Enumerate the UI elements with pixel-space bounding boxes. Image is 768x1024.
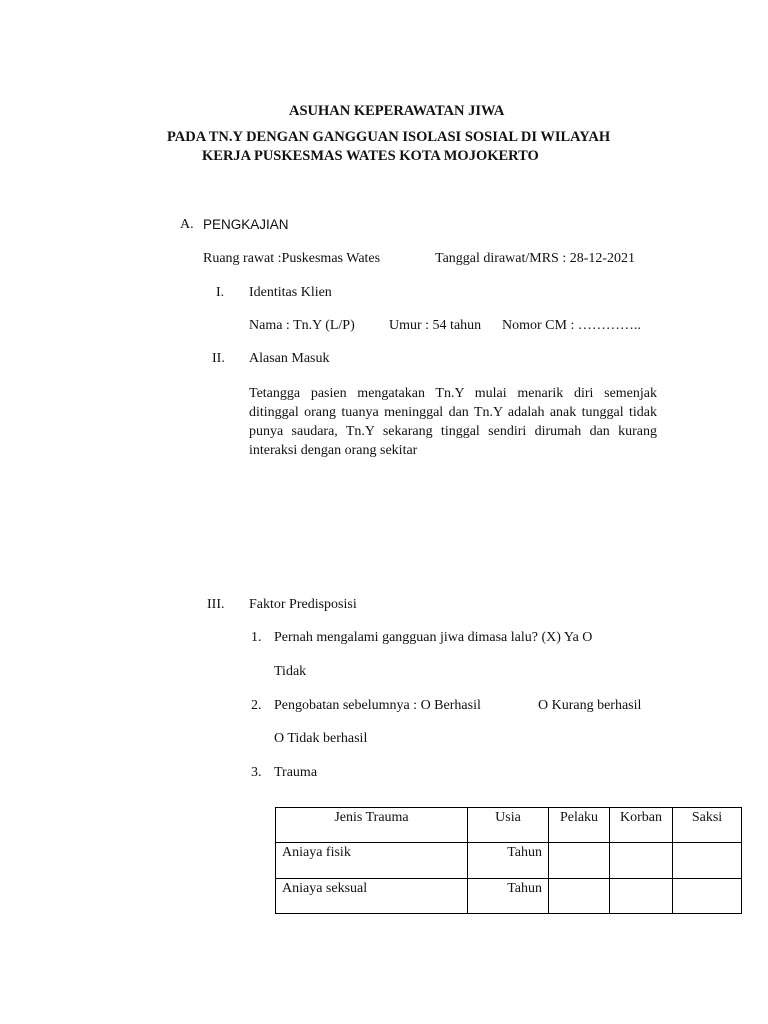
cell-jenis: Aniaya seksual [276,878,468,913]
item-1-option-tidak: Tidak [274,664,307,679]
header-korban: Korban [610,808,673,843]
item-2-question: Pengobatan sebelumnya : O Berhasil [274,698,481,713]
ruang-rawat: Ruang rawat :Puskesmas Wates [203,251,381,266]
alasan-paragraph: Tetangga pasien mengatakan Tn.Y mulai menarik diri semenjak ditinggal orang tuanya meninggal dan Tn.Y adalah anak tunggal tidak punya saudara, Tn.Y sekarang tinggal sendiri dirumah dan kurang interaksi dengan orang sekitar [249,386,657,458]
section-a-title: PENGKAJIAN [203,217,289,232]
nama-field: Nama : Tn.Y (L/P) [249,318,355,333]
nomor-cm-field: Nomor CM : ………….. [502,318,641,333]
cell-korban [610,878,673,913]
document-title: ASUHAN KEPERAWATAN JIWA [289,103,505,119]
faktor-number: III. [207,597,225,612]
document-subtitle-line1: PADA TN.Y DENGAN GANGGUAN ISOLASI SOSIAL DI WILAYAH [167,129,611,145]
cell-jenis: Aniaya fisik [276,843,468,878]
cell-pelaku [549,843,610,878]
cell-pelaku [549,878,610,913]
item-2-number: 2. [251,698,262,713]
header-pelaku: Pelaku [549,808,610,843]
cell-saksi [673,878,742,913]
section-a-label: A. [180,217,194,232]
alasan-title: Alasan Masuk [249,351,330,366]
item-3-title: Trauma [274,765,318,780]
cell-usia: Tahun [468,878,549,913]
identitas-number: I. [216,285,225,300]
tanggal-dirawat: Tanggal dirawat/MRS : 28-12-2021 [435,251,636,266]
item-1-question: Pernah mengalami gangguan jiwa dimasa lalu? (X) Ya O [274,630,593,645]
header-jenis-trauma: Jenis Trauma [276,808,468,843]
cell-usia: Tahun [468,843,549,878]
trauma-table [275,807,742,914]
item-2-option-tidak-berhasil: O Tidak berhasil [274,731,368,746]
header-usia: Usia [468,808,549,843]
cell-saksi [673,843,742,878]
item-1-number: 1. [251,630,262,645]
faktor-title: Faktor Predisposisi [249,597,357,612]
document-subtitle-line2: KERJA PUSKESMAS WATES KOTA MOJOKERTO [202,148,539,164]
header-saksi: Saksi [673,808,742,843]
item-3-number: 3. [251,765,262,780]
table-row [276,843,742,878]
alasan-number: II. [212,351,225,366]
cell-korban [610,843,673,878]
umur-field: Umur : 54 tahun [389,318,482,333]
table-row [276,878,742,913]
item-2-option-kurang: O Kurang berhasil [538,698,642,713]
identitas-title: Identitas Klien [249,285,332,300]
table-header-row [276,808,742,843]
